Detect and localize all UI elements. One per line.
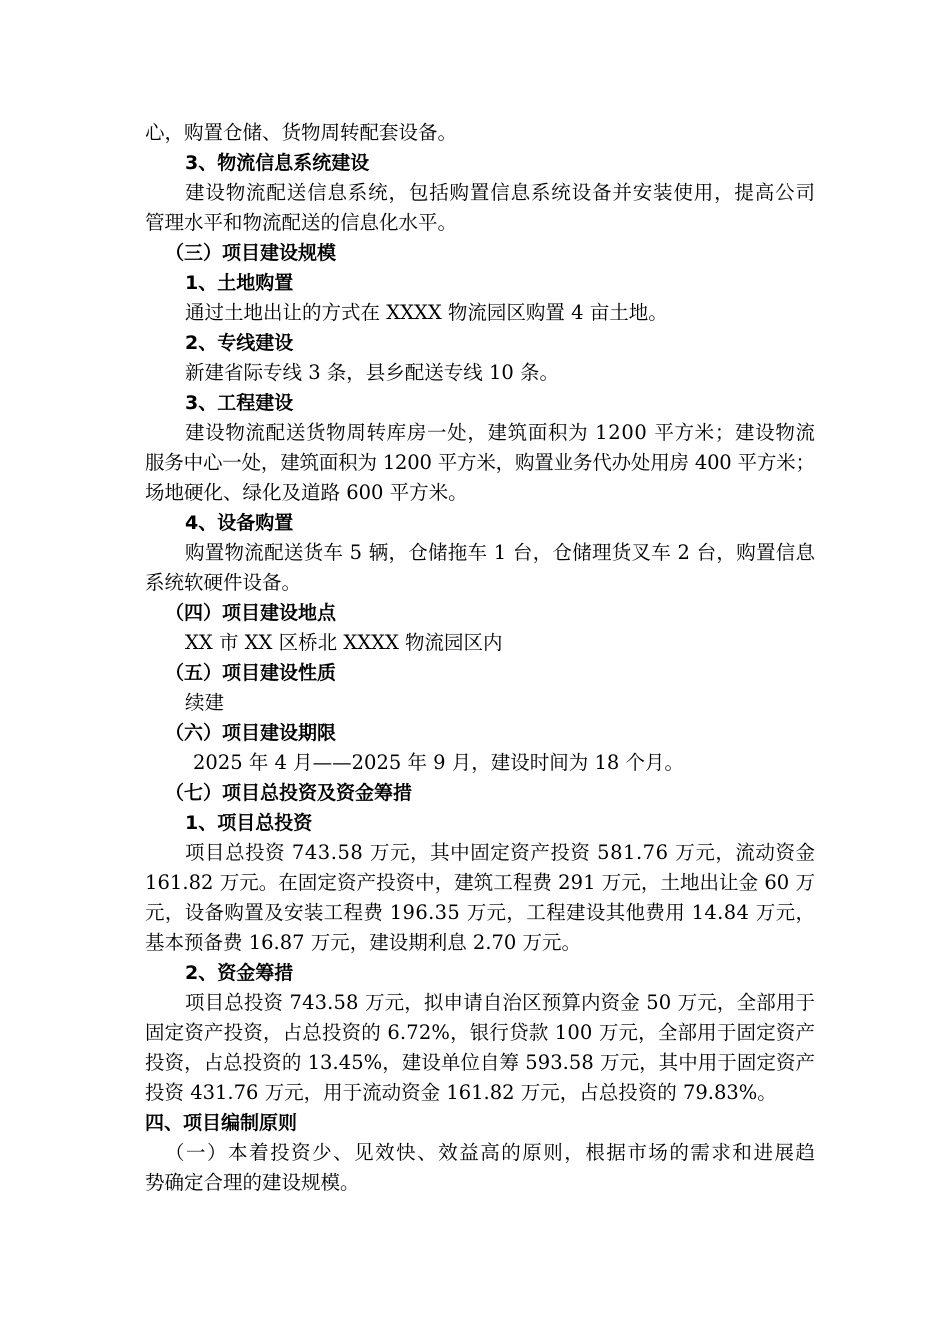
paragraph-line: 建设物流配送信息系统，包括购置信息系统设备并安装使用，提高公司 <box>185 181 816 204</box>
paragraph-line: 投资，占总投资的 13.45%，建设单位自筹 593.58 万元，其中用于固定资产 <box>145 1051 816 1074</box>
section-heading: 四、项目编制原则 <box>145 1112 298 1134</box>
paragraph-line: 固定资产投资，占总投资的 6.72%，银行贷款 100 万元，全部用于固定资产 <box>145 1021 816 1044</box>
section-heading: 2、专线建设 <box>185 332 294 354</box>
paragraph-line: 新建省际专线 3 条，县乡配送专线 10 条。 <box>185 361 560 384</box>
paragraph-line: 场地硬化、绿化及道路 600 平方米。 <box>145 481 468 504</box>
paragraph-line: 项目总投资 743.58 万元，拟申请自治区预算内资金 50 万元，全部用于 <box>185 991 816 1014</box>
section-heading: （三）项目建设规模 <box>165 242 337 264</box>
document-page <box>145 118 815 1198</box>
section-heading: （七）项目总投资及资金筹措 <box>165 782 413 804</box>
section-heading: 3、物流信息系统建设 <box>185 152 370 174</box>
paragraph-line: 2025 年 4 月——2025 年 9 月，建设时间为 18 个月。 <box>193 751 684 774</box>
document-body <box>145 118 815 1198</box>
paragraph-line: 元，设备购置及安装工程费 196.35 万元，工程建设其他费用 14.84 万元， <box>145 901 816 924</box>
paragraph-line: 势确定合理的建设规模。 <box>145 1171 360 1194</box>
section-heading: 1、项目总投资 <box>185 812 313 834</box>
paragraph-line: 服务中心一处，建筑面积为 1200 平方米，购置业务代办处用房 400 平方米； <box>145 451 815 474</box>
paragraph-line: 购置物流配送货车 5 辆，仓储拖车 1 台，仓储理货叉车 2 台，购置信息 <box>185 541 816 564</box>
section-heading: （四）项目建设地点 <box>165 602 337 624</box>
paragraph-line: 161.82 万元。在固定资产投资中，建筑工程费 291 万元，土地出让金 60 万 <box>145 871 816 894</box>
paragraph-line: 基本预备费 16.87 万元，建设期利息 2.70 万元。 <box>145 931 582 954</box>
paragraph-line: 通过土地出让的方式在 XXXX 物流园区购置 4 亩土地。 <box>185 301 668 324</box>
section-heading: （五）项目建设性质 <box>165 662 337 684</box>
section-heading: 4、设备购置 <box>185 512 294 534</box>
paragraph-line: 系统软硬件设备。 <box>145 571 302 594</box>
section-heading: 3、工程建设 <box>185 392 294 414</box>
section-heading: 2、资金筹措 <box>185 962 294 984</box>
section-heading: （六）项目建设期限 <box>165 722 337 744</box>
paragraph-line: XX 市 XX 区桥北 XXXX 物流园区内 <box>185 631 503 654</box>
paragraph-line: 管理水平和物流配送的信息化水平。 <box>145 211 458 234</box>
section-heading: 1、土地购置 <box>185 272 294 294</box>
paragraph-line: 续建 <box>185 691 225 714</box>
paragraph-line: 心，购置仓储、货物周转配套设备。 <box>145 121 458 144</box>
paragraph-line: 建设物流配送货物周转库房一处，建筑面积为 1200 平方米；建设物流 <box>185 421 816 444</box>
paragraph-line: 项目总投资 743.58 万元，其中固定资产投资 581.76 万元，流动资金 <box>185 841 816 864</box>
paragraph-line: 投资 431.76 万元，用于流动资金 161.82 万元，占总投资的 79.83%。 <box>145 1081 777 1104</box>
paragraph-line: （一）本着投资少、见效快、效益高的原则，根据市场的需求和进展趋 <box>165 1141 817 1164</box>
